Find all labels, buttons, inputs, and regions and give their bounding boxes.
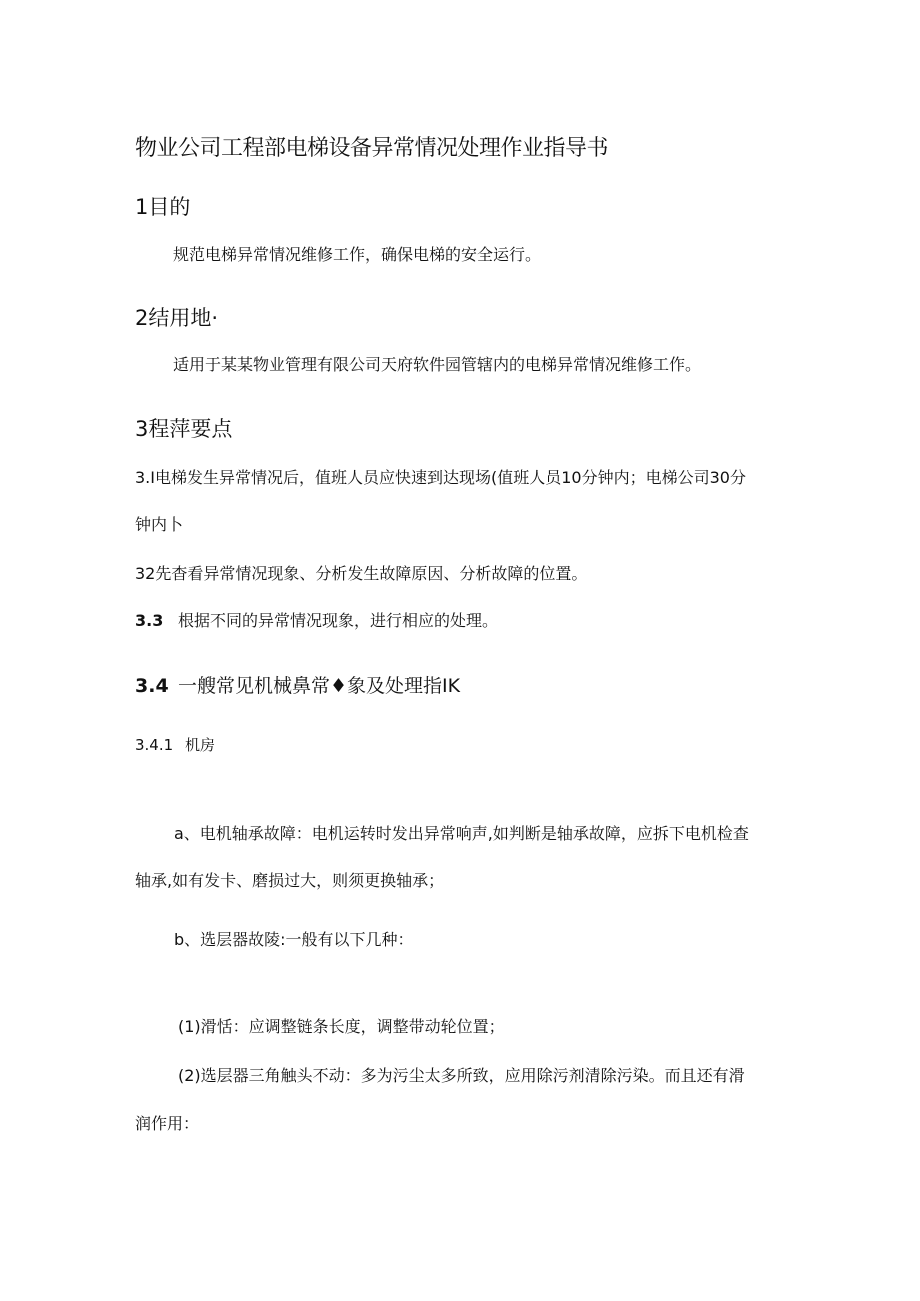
paragraph-3-2: 32先杳看异常情况现象、分析发生故障原因、分析故障的位置。 — [135, 564, 588, 583]
section-2-body: 适用于某某物业管理有限公司天府软件园管辖内的电梯异常情况维修工作。 — [173, 355, 702, 374]
item-b-2-line-1: (2)选层器三角触头不动：多为污尘太多所致，应用除污剂清除污染。而且还有滑 — [178, 1066, 745, 1085]
document-title: 物业公司工程部电梯设备异常情况处理作业指导书 — [135, 136, 609, 161]
section-3-heading: 3程萍要点 — [135, 417, 233, 441]
paragraph-3-3-number: 3.3 — [135, 611, 164, 630]
paragraph-3-4-number: 3.4 — [135, 675, 169, 697]
item-b-1: (1)滑恬：应调整链条长度，调整带动轮位置； — [178, 1017, 505, 1036]
section-1-heading: 1目的 — [135, 195, 191, 219]
subsection-3-4-1-number: 3.4.1 — [135, 736, 174, 754]
paragraph-3-1-line-1: 3.I电梯发生异常情况后，值班人员应快速到达现场(值班人员10分钟内；电梯公司30分 — [135, 468, 746, 487]
item-b: b、选层器故陵:一般有以下几种： — [174, 930, 414, 949]
paragraph-3-4-text: 一艘常见机械鼻常♦象及处理指IK — [178, 675, 461, 697]
section-1-body: 规范电梯异常情况维修工作，确保电梯的安全运行。 — [173, 245, 542, 264]
paragraph-3-1-line-2: 钟内卜 — [135, 515, 184, 534]
paragraph-3-3-text: 根据不同的异常情况现象，进行相应的处理。 — [178, 611, 499, 630]
item-b-2-line-2: 润作用： — [135, 1114, 200, 1133]
item-a-line-2: 轴承,如有发卡、磨损过大，则须更换轴承； — [135, 871, 445, 890]
section-2-heading: 2结用地· — [135, 306, 219, 330]
item-a-line-1: a、电机轴承故障：电机运转时发出异常响声,如判断是轴承故障，应拆下电机检查 — [174, 824, 749, 843]
subsection-3-4-1-text: 机房 — [185, 736, 216, 754]
